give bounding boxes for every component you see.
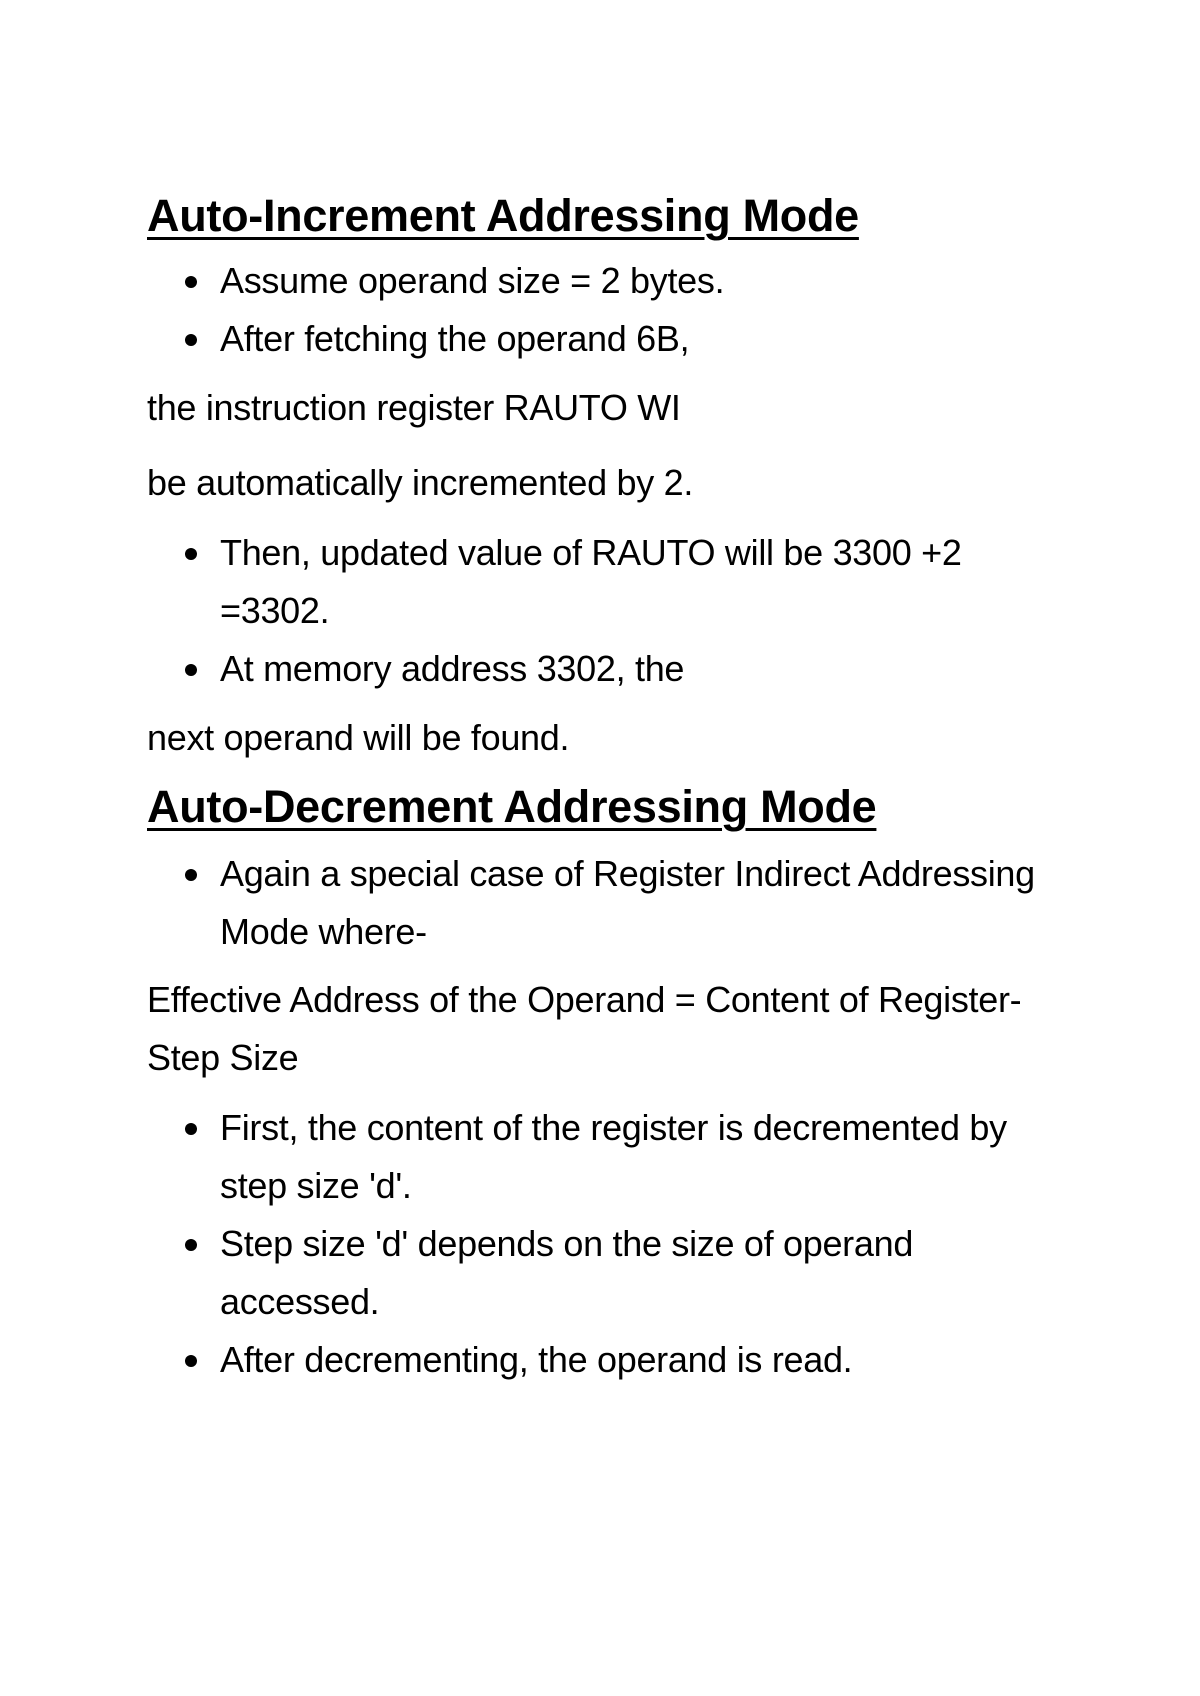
list-item: [147, 252, 1047, 310]
auto-increment-bullets-a: [147, 252, 1047, 368]
list-item: [147, 640, 1047, 698]
auto-increment-bullets-b: [147, 524, 1047, 698]
list-item: [147, 845, 1047, 961]
auto-decrement-heading: Auto-Decrement Addressing Mode: [147, 781, 877, 832]
list-item: [147, 1331, 1047, 1389]
paragraph: next operand will be found.: [147, 717, 570, 758]
bullet-icon: [185, 276, 197, 288]
list-item-text: Then, updated value of RAUTO will be 3300 +2 =3302.: [220, 532, 962, 631]
list-item: [147, 1215, 1047, 1331]
bullet-icon: [185, 664, 197, 676]
auto-increment-heading: Auto-Increment Addressing Mode: [147, 190, 859, 241]
list-item-text: First, the content of the register is decremented by step size 'd'.: [220, 1107, 1007, 1206]
document-page: [147, 190, 1047, 1389]
bullet-icon: [185, 548, 197, 560]
list-item: [147, 310, 1047, 368]
list-item-text: After decrementing, the operand is read.: [220, 1339, 853, 1380]
paragraph: Effective Address of the Operand = Content of Register- Step Size: [147, 979, 1022, 1078]
bullet-icon: [185, 1123, 197, 1135]
list-item-text: At memory address 3302, the: [220, 648, 685, 689]
bullet-icon: [185, 1239, 197, 1251]
auto-decrement-bullets-a: [147, 845, 1047, 961]
bullet-icon: [185, 869, 197, 881]
list-item-text: Again a special case of Register Indirect Addressing Mode where-: [220, 853, 1035, 952]
list-item-text: Step size 'd' depends on the size of operand accessed.: [220, 1223, 914, 1322]
list-item: [147, 1099, 1047, 1215]
paragraph: the instruction register RAUTO WI: [147, 387, 681, 428]
list-item-text: Assume operand size = 2 bytes.: [220, 260, 725, 301]
list-item: [147, 524, 1047, 640]
bullet-icon: [185, 334, 197, 346]
auto-decrement-bullets-b: [147, 1099, 1047, 1389]
paragraph: be automatically incremented by 2.: [147, 462, 694, 503]
list-item-text: After fetching the operand 6B,: [220, 318, 690, 359]
bullet-icon: [185, 1355, 197, 1367]
